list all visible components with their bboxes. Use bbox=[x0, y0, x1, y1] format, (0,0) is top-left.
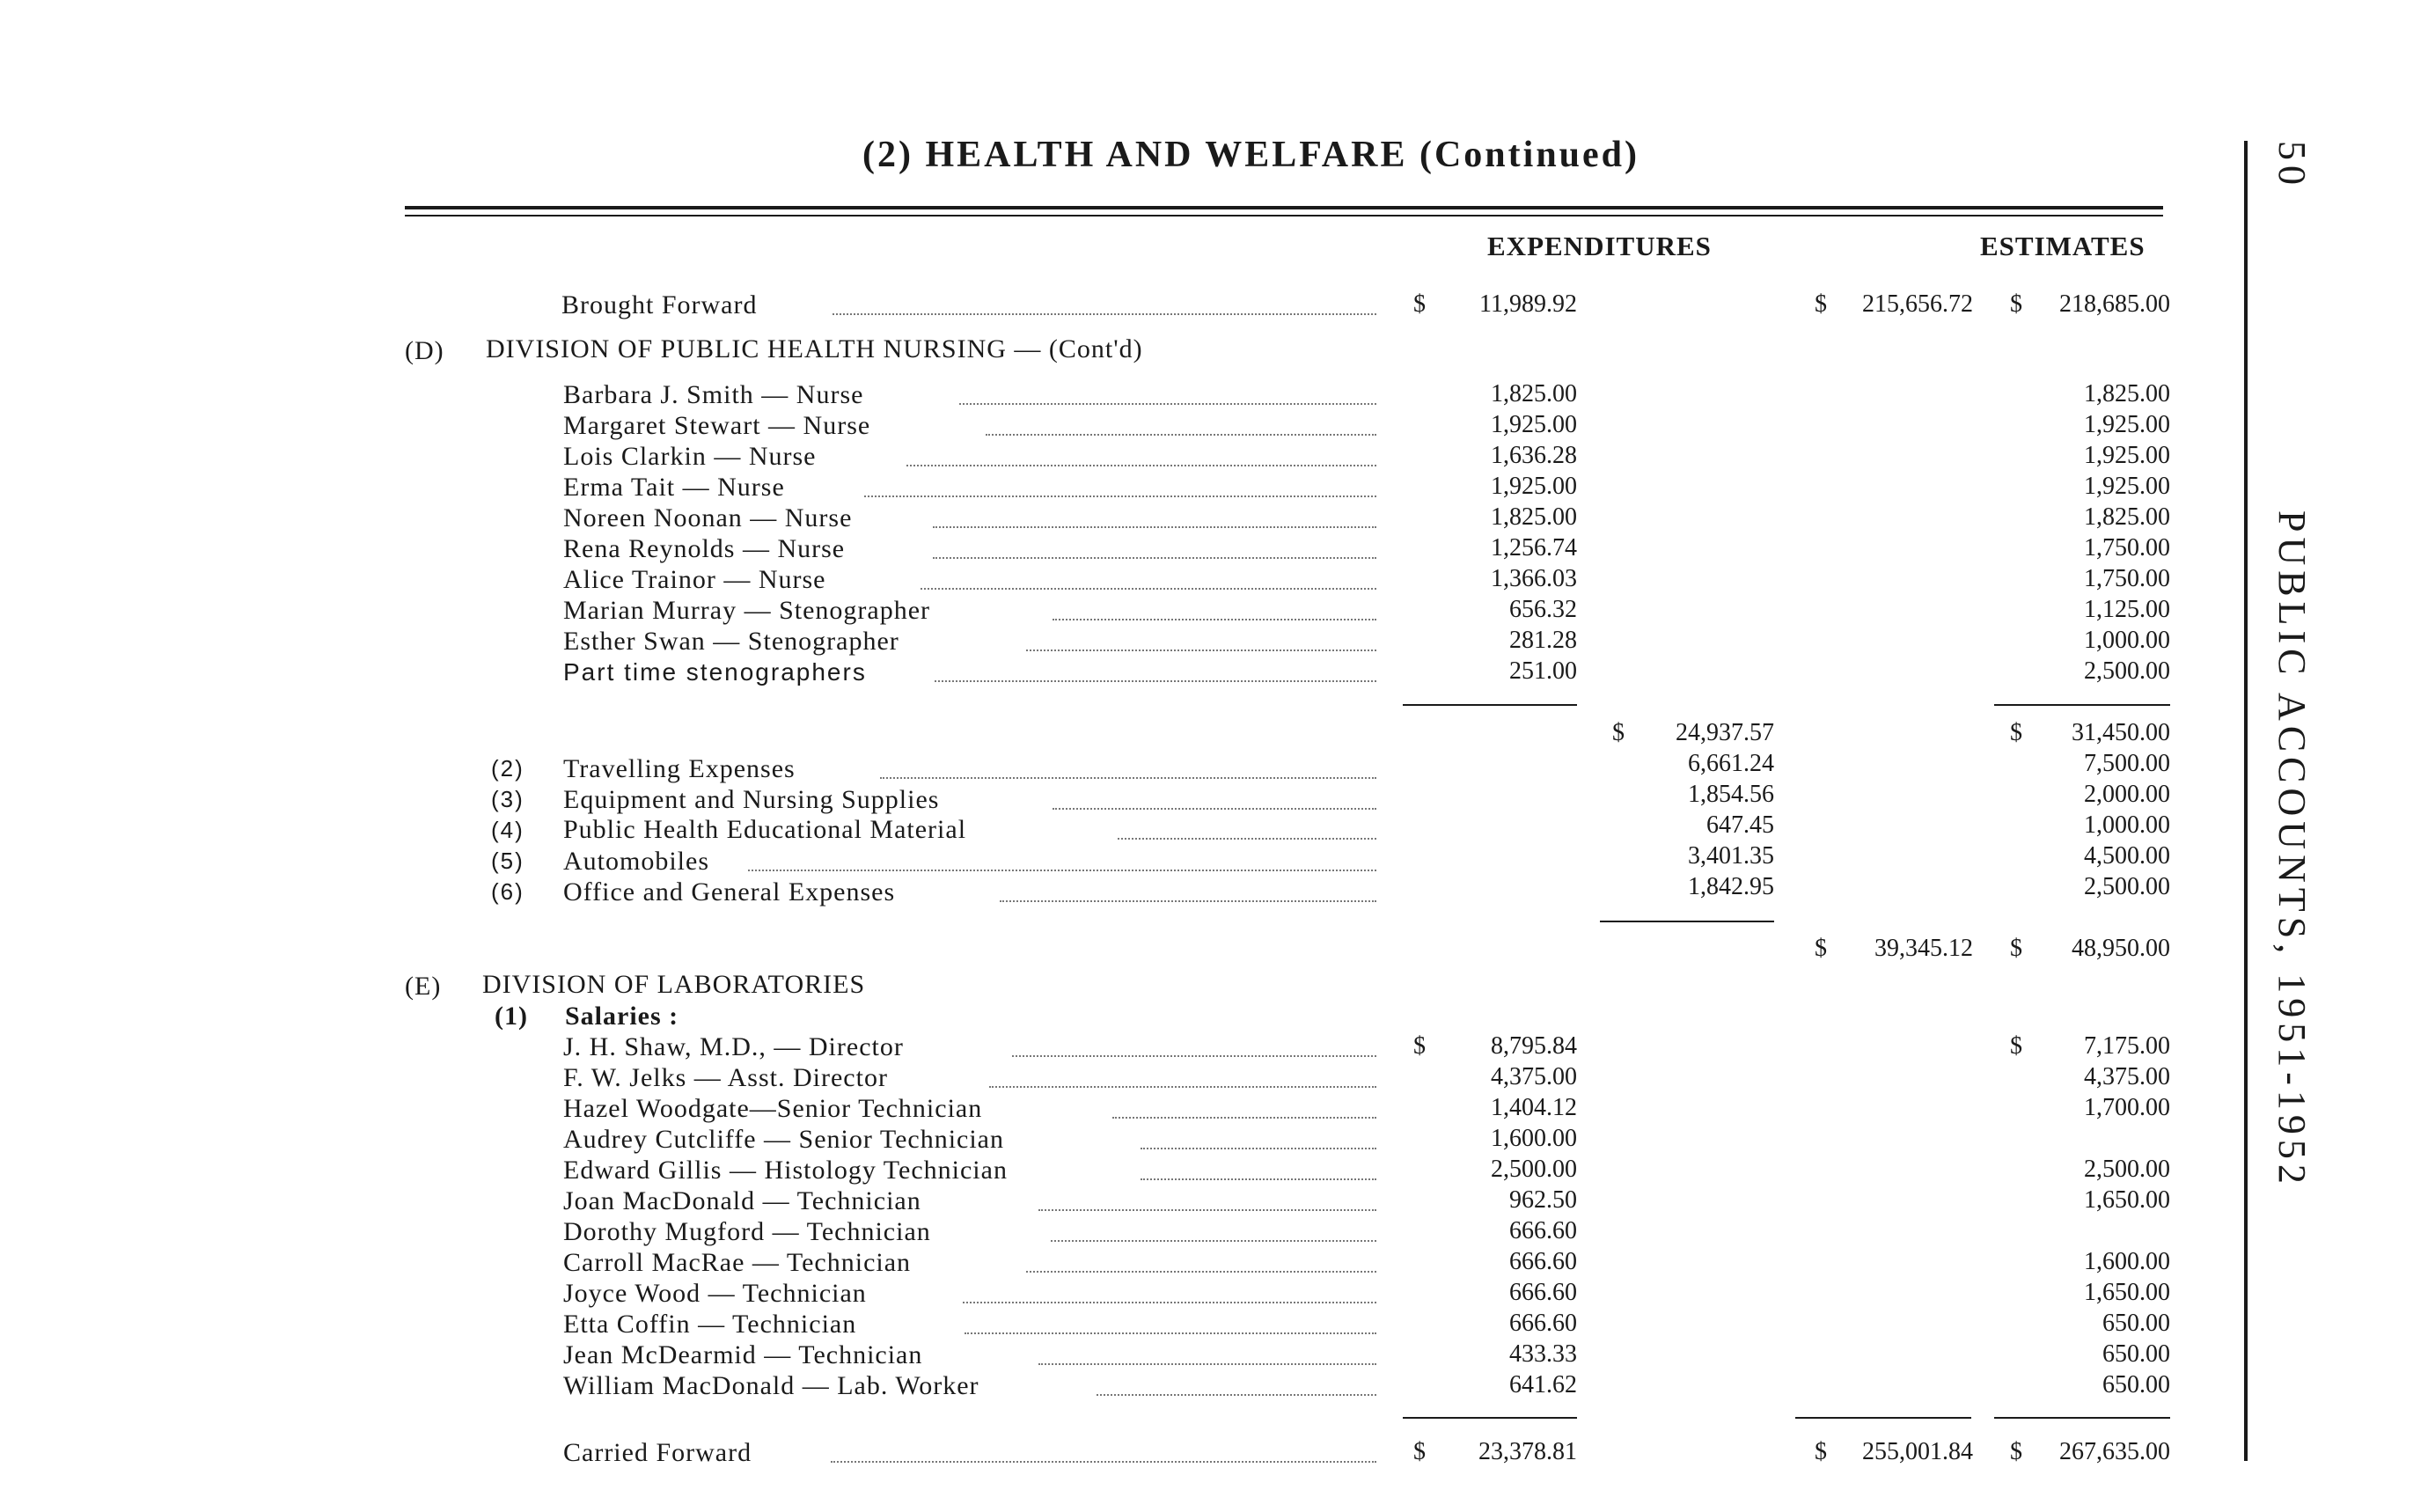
dollar-sign: $ bbox=[1413, 1438, 1426, 1465]
list-item: Carroll MacRae — Technician bbox=[563, 1248, 912, 1277]
list-item: Esther Swan — Stenographer bbox=[563, 627, 899, 656]
division-code: (D) bbox=[405, 336, 444, 365]
leader-dots bbox=[989, 1084, 1376, 1088]
leader-dots bbox=[1051, 1238, 1376, 1242]
list-item: Barbara J. Smith — Nurse bbox=[563, 380, 864, 409]
dollar-sign: $ bbox=[2010, 935, 2022, 962]
subtotal-rule bbox=[1600, 921, 1774, 922]
leader-dots bbox=[1097, 1392, 1376, 1396]
total-rule bbox=[1994, 1417, 2170, 1419]
list-item: Rena Reynolds — Nurse bbox=[563, 534, 846, 563]
leader-dots bbox=[986, 432, 1376, 436]
publication-title: PUBLIC ACCOUNTS, 1951-1952 bbox=[2270, 510, 2314, 1189]
leader-dots bbox=[748, 868, 1376, 871]
brought-forward-expenditure: 11,989.92 bbox=[1479, 290, 1577, 318]
expenditure-value: 1,842.95 bbox=[1688, 873, 1774, 900]
leader-dots bbox=[1000, 899, 1376, 902]
expenditure-value: 647.45 bbox=[1706, 811, 1774, 839]
division-d-total: 39,345.12 bbox=[1874, 935, 1973, 962]
expenditure-value: 281.28 bbox=[1509, 627, 1577, 654]
dollar-sign: $ bbox=[1612, 719, 1625, 746]
total-rule bbox=[1403, 1417, 1577, 1419]
subtotal-rule bbox=[1403, 704, 1577, 706]
page-title: (2) HEALTH AND WELFARE (Continued) bbox=[862, 135, 1640, 175]
expenditure-value: 666.60 bbox=[1509, 1248, 1577, 1275]
leader-dots bbox=[933, 525, 1376, 528]
leader-dots bbox=[906, 463, 1376, 466]
list-item: Dorothy Mugford — Technician bbox=[563, 1217, 931, 1246]
list-item: J. H. Shaw, M.D., — Director bbox=[563, 1032, 904, 1061]
leader-dots bbox=[1053, 617, 1376, 620]
list-item: Office and General Expenses bbox=[563, 877, 896, 906]
leader-dots bbox=[1038, 1207, 1376, 1211]
division-code: (E) bbox=[405, 972, 442, 1001]
estimate-value: 1,650.00 bbox=[2084, 1279, 2170, 1306]
list-item: F. W. Jelks — Asst. Director bbox=[563, 1063, 888, 1092]
leader-dots bbox=[963, 1300, 1376, 1303]
list-item: Jean McDearmid — Technician bbox=[563, 1340, 923, 1369]
item-code: (6) bbox=[491, 878, 524, 905]
expenditure-value: 3,401.35 bbox=[1688, 842, 1774, 870]
list-item: Public Health Educational Material bbox=[563, 815, 967, 844]
list-item: Erma Tait — Nurse bbox=[563, 473, 785, 502]
estimate-value: 4,500.00 bbox=[2084, 842, 2170, 870]
expenditure-value: 8,795.84 bbox=[1491, 1032, 1577, 1060]
list-item: Edward Gillis — Histology Technician bbox=[563, 1156, 1008, 1185]
expenditure-value: 1,825.00 bbox=[1491, 503, 1577, 531]
estimate-value: 650.00 bbox=[2102, 1340, 2170, 1368]
dollar-sign: $ bbox=[1413, 1032, 1426, 1060]
estimate-value: 2,500.00 bbox=[2084, 873, 2170, 900]
expenditures-heading: EXPENDITURES bbox=[1487, 231, 1712, 261]
expenditure-value: 2,500.00 bbox=[1491, 1156, 1577, 1183]
total-rule bbox=[1795, 1417, 1971, 1419]
subhead-code: (1) bbox=[495, 1002, 528, 1031]
brought-forward-estimate: 218,685.00 bbox=[2059, 290, 2170, 318]
list-item: Margaret Stewart — Nurse bbox=[563, 411, 871, 440]
estimate-value: 1,000.00 bbox=[2084, 811, 2170, 839]
dollar-sign: $ bbox=[2010, 1032, 2022, 1060]
page-number: 50 bbox=[2270, 141, 2314, 190]
expenditure-value: 962.50 bbox=[1509, 1186, 1577, 1214]
dollar-sign: $ bbox=[1815, 935, 1827, 962]
subtotal-rule bbox=[1994, 704, 2170, 706]
header-rule-bottom bbox=[405, 215, 2163, 217]
item-code: (4) bbox=[491, 817, 524, 843]
list-item: Equipment and Nursing Supplies bbox=[563, 785, 940, 814]
dollar-sign: $ bbox=[2010, 290, 2022, 318]
list-item: William MacDonald — Lab. Worker bbox=[563, 1371, 979, 1400]
estimate-value: 2,000.00 bbox=[2084, 781, 2170, 808]
division-d-estimate: 48,950.00 bbox=[2072, 935, 2170, 962]
dollar-sign: $ bbox=[1413, 290, 1426, 318]
list-item: Etta Coffin — Technician bbox=[563, 1310, 857, 1339]
list-item: Noreen Noonan — Nurse bbox=[563, 503, 853, 532]
division-title: DIVISION OF PUBLIC HEALTH NURSING — (Cont'd) bbox=[486, 334, 1143, 363]
carried-forward-expenditure: 23,378.81 bbox=[1478, 1438, 1577, 1465]
item-code: (2) bbox=[491, 755, 524, 782]
expenditure-value: 6,661.24 bbox=[1688, 750, 1774, 777]
expenditure-value: 641.62 bbox=[1509, 1371, 1577, 1398]
brought-forward-total: 215,656.72 bbox=[1862, 290, 1973, 318]
sidebar-divider bbox=[2244, 141, 2248, 1461]
estimate-value: 1,925.00 bbox=[2084, 442, 2170, 469]
estimates-heading: ESTIMATES bbox=[1980, 231, 2146, 261]
expenditure-value: 656.32 bbox=[1509, 596, 1577, 623]
estimate-value: 1,125.00 bbox=[2084, 596, 2170, 623]
leader-dots bbox=[1026, 1269, 1376, 1273]
expenditure-value: 1,366.03 bbox=[1491, 565, 1577, 592]
expenditure-value: 666.60 bbox=[1509, 1217, 1577, 1244]
leader-dots bbox=[959, 401, 1376, 405]
leader-dots bbox=[880, 775, 1376, 779]
estimate-value: 2,500.00 bbox=[2084, 657, 2170, 685]
subhead: Salaries : bbox=[565, 1002, 679, 1031]
item-code: (3) bbox=[491, 786, 524, 812]
expenditure-value: 1,636.28 bbox=[1491, 442, 1577, 469]
leader-dots bbox=[1053, 806, 1376, 810]
dollar-sign: $ bbox=[2010, 1438, 2022, 1465]
carried-forward-total: 255,001.84 bbox=[1862, 1438, 1973, 1465]
list-item: Audrey Cutcliffe — Senior Technician bbox=[563, 1125, 1004, 1154]
expenditure-value: 666.60 bbox=[1509, 1310, 1577, 1337]
leader-dots bbox=[933, 555, 1376, 559]
expenditure-value: 251.00 bbox=[1509, 657, 1577, 685]
estimate-value: 1,700.00 bbox=[2084, 1094, 2170, 1121]
leader-dots bbox=[965, 1331, 1376, 1334]
expenditure-value: 666.60 bbox=[1509, 1279, 1577, 1306]
list-item: Lois Clarkin — Nurse bbox=[563, 442, 817, 471]
expenditure-value: 1,854.56 bbox=[1688, 781, 1774, 808]
estimate-value: 2,500.00 bbox=[2084, 1156, 2170, 1183]
list-item: Automobiles bbox=[563, 847, 709, 876]
list-item: Hazel Woodgate—Senior Technician bbox=[563, 1094, 983, 1123]
expenditure-value: 1,404.12 bbox=[1491, 1094, 1577, 1121]
dollar-sign: $ bbox=[2010, 719, 2022, 746]
salaries-estimate-subtotal: 31,450.00 bbox=[2072, 719, 2170, 746]
division-title: DIVISION OF LABORATORIES bbox=[482, 970, 866, 999]
brought-forward-label: Brought Forward bbox=[561, 290, 758, 319]
estimate-value: 1,825.00 bbox=[2084, 503, 2170, 531]
carried-forward-estimate: 267,635.00 bbox=[2059, 1438, 2170, 1465]
estimate-value: 1,750.00 bbox=[2084, 534, 2170, 561]
expenditure-value: 1,256.74 bbox=[1491, 534, 1577, 561]
estimate-value: 650.00 bbox=[2102, 1371, 2170, 1398]
expenditure-value: 433.33 bbox=[1509, 1340, 1577, 1368]
expenditure-value: 4,375.00 bbox=[1491, 1063, 1577, 1090]
estimate-value: 1,650.00 bbox=[2084, 1186, 2170, 1214]
estimate-value: 1,925.00 bbox=[2084, 411, 2170, 438]
leader-dots bbox=[935, 679, 1376, 682]
leader-dots bbox=[1141, 1146, 1376, 1149]
leader-dots bbox=[1141, 1177, 1376, 1180]
expenditure-value: 1,925.00 bbox=[1491, 411, 1577, 438]
expenditure-value: 1,600.00 bbox=[1491, 1125, 1577, 1152]
leader-dots bbox=[864, 494, 1376, 497]
list-item: Travelling Expenses bbox=[563, 754, 796, 783]
carried-forward-label: Carried Forward bbox=[563, 1438, 752, 1467]
estimate-value: 1,825.00 bbox=[2084, 380, 2170, 407]
estimate-value: 4,375.00 bbox=[2084, 1063, 2170, 1090]
estimate-value: 1,000.00 bbox=[2084, 627, 2170, 654]
leader-dots bbox=[921, 586, 1376, 590]
estimate-value: 1,925.00 bbox=[2084, 473, 2170, 500]
expenditure-value: 1,825.00 bbox=[1491, 380, 1577, 407]
list-item: Part time stenographers bbox=[563, 658, 867, 686]
expenditure-value: 1,925.00 bbox=[1491, 473, 1577, 500]
list-item: Joan MacDonald — Technician bbox=[563, 1186, 921, 1215]
estimate-value: 7,500.00 bbox=[2084, 750, 2170, 777]
estimate-value: 7,175.00 bbox=[2084, 1032, 2170, 1060]
salaries-subtotal: 24,937.57 bbox=[1676, 719, 1774, 746]
header-rule-top bbox=[405, 206, 2163, 209]
estimate-value: 1,600.00 bbox=[2084, 1248, 2170, 1275]
estimate-value: 1,750.00 bbox=[2084, 565, 2170, 592]
leader-dots bbox=[1118, 836, 1376, 840]
item-code: (5) bbox=[491, 848, 524, 874]
dollar-sign: $ bbox=[1815, 1438, 1827, 1465]
list-item: Alice Trainor — Nurse bbox=[563, 565, 826, 594]
leader-dots bbox=[1026, 648, 1376, 651]
leader-dots bbox=[1038, 1362, 1376, 1365]
leader-dots bbox=[1112, 1115, 1376, 1119]
estimate-value: 650.00 bbox=[2102, 1310, 2170, 1337]
list-item: Marian Murray — Stenographer bbox=[563, 596, 931, 625]
list-item: Joyce Wood — Technician bbox=[563, 1279, 867, 1308]
dollar-sign: $ bbox=[1815, 290, 1827, 318]
